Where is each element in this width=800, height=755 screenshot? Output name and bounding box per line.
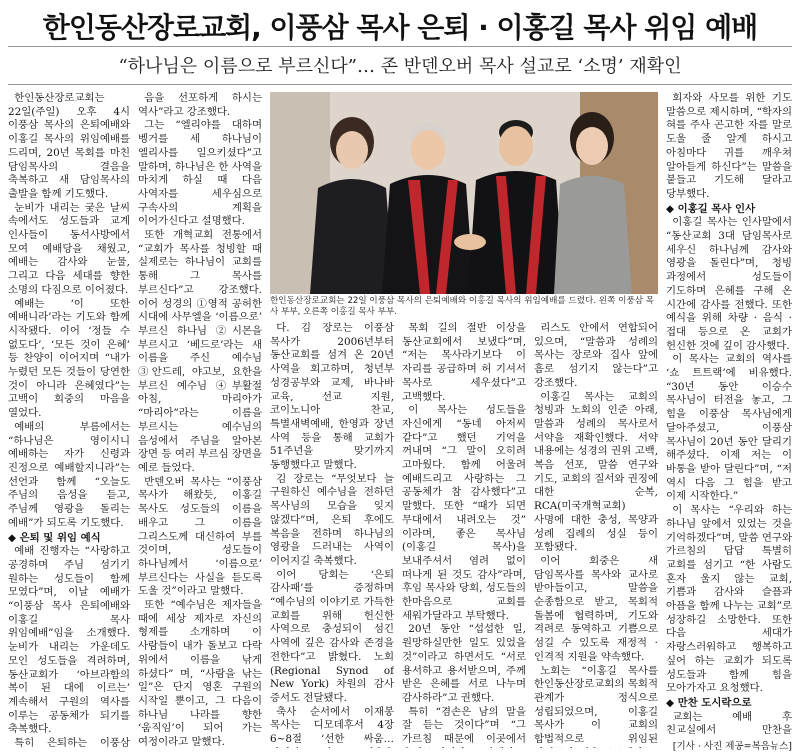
article-paragraph: 20년 동안 “섭섭한 일, 원망하실만한 일도 있었을 것”이라고 하면서도 “서로 용서하고 용서받으며, 주께 받은 은혜를 서로 나누며 감사하라”고 권했다.	[402, 623, 526, 704]
article-paragraph: 다. 김 장로는 이풍삼 목사가 2006년부터 동산교회를 섬겨 온 20년 사역을 회고하며, 청년부 성경공부와 교제, 바나바 교육, 선교 지원, 코이노니아 찬교, 특별새벽예배, 한영과 장년 사역 등을 통해 교회가 51주년을 맞기까지 동행했다고 말했다.	[270, 322, 394, 472]
article-photo	[270, 92, 658, 294]
article-paragraph: 또한 개혁교회 전통에서 “교회가 목사를 청빙할 때 실제로는 하나님이 교회를 통해 그 목사를 부르신다”고 강조했다. 이어 성경의 ①영적 공허한 시대에 사무엘을 ‘이름으로’ 부르신 하나님 ②시몬을 부르시고 ‘베드로’라는 새 이름을 주신 예수님 ③안드레, 야고보, 요한을 부르신 예수님 ④부활절 아침, 마리아가 “마리아”라는 이름을 부르시는 예수님의 음성에서 주님을 알아본 장면 등 여러 부르심 장면을 예로 들었다.	[138, 229, 262, 474]
article-paragraph: 눈비가 내리는 궂은 날씨 속에서도 성도들과 교계 인사들이 동서사방에서 모여 예배당을 채웠고, 예배는 감사와 눈물, 그리고 다음 세대를 향한 소명의 다짐으로 이어졌다.	[8, 201, 130, 296]
article-paragraph: 예배의 부름에서는 “하나님은 영이시니 예배하는 자가 신령과 진정으로 예배할지니라”는 선언과 함께 “오늘도 주님의 음성을 듣고, 주님께 영광을 돌리는 예배”가 되도록 기도했다.	[8, 420, 130, 529]
article-paragraph: 김 장로는 “무엇보다 늘 구원하신 예수님을 전하던 목사님의 모습을 잊지 않겠다”며, 은퇴 후에도 복음을 전하며 하나님의 영광을 드러내는 사역이 이어지길 축복했다.	[270, 472, 394, 567]
article-column-6	[666, 92, 792, 738]
article-column-2	[138, 92, 262, 748]
section-heading: ◆ 이홍길 목사 인사	[666, 202, 756, 215]
article-paragraph: 이 목사는 “우리와 하는 하나님 앞에서 있었는 것을 기억하겠다”며, 말씀 연구와 가르침의 답답 특별히 교회를 섬기고 “한 사람도 혼자 울지 않는 교회, 기쁨과 감사와 슬픔과 아픔을 함께 나누는 교회”로 성장하길 소망한다. 또한 다음 세대가 자랑스러워하고 행복하고 싶어 하는 교회가 되도록 성도들과 함께 힘을 모아가자고 요청했다.	[666, 504, 792, 695]
article-paragraph: 음을 선포하게 하시는 역사”라고 강조했다.	[138, 92, 262, 118]
article-paragraph: 이어 당회는 ‘은퇴 감사패’를 증정하며 “예수님의 이야기로 가득한 교회를 위해 헌신한 사역으로 충성되이 섬긴 사역에 깊은 감사와 존경을 전한다”고 밝혔다. 노회(Regional Synod of New York) 차원의 감사 증서도 전달됐다.	[270, 568, 394, 704]
section-heading: ◆ 은퇴 및 위임 예식	[8, 531, 101, 544]
photo-credit: [기사 · 사진 제공=복음뉴스]	[672, 741, 792, 752]
article-paragraph: 반덴오버 목사는 “이풍삼 목사가 해왔듯, 이홍길 목사도 성도들의 이름을 배우고 그 이름을 그리스도께 대신하여 부를 것이며, 성도들이 하나님께서 ‘이름으로’ 부르신다는 사실을 듣도록 도울 것”이라고 말했다.	[138, 475, 262, 598]
article-paragraph: 축사 순서에서 이재봉 목사는 디모데후서 4장 6~8절 ‘선한 싸움…	[270, 705, 394, 746]
article-column-4	[402, 322, 526, 748]
article-paragraph: 예배는 ‘이 또한 예배니라’라는 기도와 함께 시작됐다. 이어 ‘정들 수 없도다’, ‘모든 것이 은혜’ 등 찬양이 이어지며 “내가 누렸던 모든 것들이 당연한 것이 아니라 은혜였다”는 고백이 회중의 마음을 열었다.	[8, 297, 130, 420]
article-column-3	[270, 322, 394, 748]
article-paragraph: 이어 회중은 새 담임목사를 목사와 교사로 받아들이고, 말씀을 순종함으로 받고, 목회적 돌봄에 협력하며, 기도와 격려로 동역하고 기쁨으로 섬길 수 있도록 재정적 · 인격적 지원을 약속했다.	[534, 554, 658, 663]
article-paragraph: 이홍길 목사는 인사말에서 “동산교회 3대 담임목사로 세우신 하나님께 감사와 영광을 돌린다”며, 청빙 과정에서 성도들이 기도하며 은혜를 구해 온 시간에 감사를 전했다. 또한 예식을 위해 차량 · 음식 · 접대 등으로 온 교회가 헌신한 것에 깊이 감사했다.	[666, 216, 792, 352]
section-heading: ◆ 만찬 도시락으로	[666, 696, 752, 709]
article-paragraph: 이 목사는 교회의 역사를 ‘쇼 트트랙’에 비유했다. “30년 동안 이승수 목사님이 터전을 놓고, 그 힘을 이풍삼 목사님에게 달아주셨고, 이풍삼 목사님이 20년 동안 달리기 해주셨다. 이제 저는 이 바통을 받아 달린다”며, “저 역시 다음 그 힘을 받고 이제 시작한다.”	[666, 353, 792, 503]
headline-divider	[8, 46, 792, 47]
article-paragraph: 목회 길의 절반 이상을 동산교회에서 보냈다”며, “저는 목사라기보다 이 자리를 공급하며 허 기셔서 목사로 세우셨다”고 고백했다.	[402, 322, 526, 403]
article-paragraph: 노회는 “이홍길 목사를 한인동산장로교회의 목회적 관계가 정식으로 성립되었으며, 이홍길 목사가 이 교회의 합법적으로 위임된	[534, 664, 658, 746]
article-paragraph: 특히 “겸손은 남의 말을 잘 듣는 것이다”며 “그 가르침 때문에 이곳에서	[402, 705, 526, 746]
article-paragraph: 한인동산장로교회는 22일(주일) 오후 4시 이풍삼 목사의 은퇴예배와 이홍길 목사의 위임예배를 드리며, 20년 목회를 마친 담임목사의 결음을 축복하고 새 담임목사의 출발을 함께 기도했다.	[8, 92, 130, 200]
article-paragraph: 이 목사는 성도들을 자신에게 “동네 아저씨 같다”고 했던 기억을 꺼내며 “그 말이 오히려 고마웠다. 함께 어울려 예배드리고 사랑하는 그 공동체가 참 감사했다”고 말했다. 또한 “때가 되면 무대에서 내려오는 것” 이라며, 좋은 목사님(이홍길 목사)을 보내주셔서 염려 없이 떠나게 된 것도 감사”라며, 후임 목사와 당회, 성도들의 한마음으로 교회를 세워가달라고 부탁했다.	[402, 404, 526, 622]
headline: 한인동산장로교회, 이풍삼 목사 은퇴 · 이홍길 목사 위임 예배	[42, 11, 758, 44]
article-paragraph: 특히 은퇴하는 이풍삼	[14, 737, 130, 748]
ordination-group-photo	[270, 92, 658, 294]
article-paragraph: 교회는 예배 후 친교실에서 만찬을	[666, 710, 792, 737]
subheadline-divider	[8, 84, 792, 85]
photo-caption: 한인동산장로교회는 22일 이풍삼 목사의 은퇴예배와 이홍길 목사의 위임예배를 드렸다. 왼쪽 이풍삼 목사 부부, 오른쪽 이홍길 목사 부부.	[270, 296, 655, 317]
article-paragraph: 이홍길 목사는 교회의 청빙과 노회의 인준 아래, 말씀과 성례의 목사로서 서약을 재확인했다. 서약 내용에는 성경의 권위 고백, 복음 선포, 말씀 연구와 기도, 교회의 질서와 권징에 대한 순복, RCA(미국개혁교회) 사명에 대한 충성, 목양과 성례 집례의 성실 등이 포함됐다.	[534, 390, 658, 554]
article-column-1	[8, 92, 130, 748]
article-column-5	[534, 322, 658, 748]
article-paragraph: 예배 진행자는 “사랑하고 공경하며 주님 섬기기 원하는 성도들이 함께 모였다”며, 이날 예배가 “이풍삼 목사 은퇴예배와 이홍길 목사 위임예배”임을 소개했다. 눈비가 내리는 가운데도 모인 성도들을 격려하며, 동산교회가 ‘아브라함의 복이 된 대에 이르는’ 계속해서 구원의 역사를 이루는 공동체가 되기를 축복했다.	[8, 545, 130, 736]
article-paragraph: 회자와 사모를 위한 기도 말씀으로 제시하며, “학자의 혀를 주사 곤고한 자를 말로 도울 줄 알게 하시고 아침마다 귀를 깨우쳐 알아듣게 하신다”는 말씀을 붙들고 기도해 달라고 당부했다.	[666, 92, 792, 200]
article-paragraph: 또한 “예수님은 제자들을 때에 세상 제자로 자신의 형제를 소개하며 이 사람들이 내가 돌보고 다락 위에서 이름을 낚게 하셨다” 며, “사람을 낚는 일”은 단지 영혼 구원의 시작일 뿐이고, 그 다음이 하나님 나라를 향한 ‘움직임’이 되어 가는 여정이라고 말했다.	[138, 599, 262, 748]
article-paragraph: 리스도 안에서 연합되어 있으며, “말씀과 성례의 목사는 장로와 집사 앞에 흠로 섬기지 않는다”고 강조했다.	[534, 322, 658, 389]
article-paragraph: 그는 “엘리야를 대하며 벵거를 세 하나님이 엘리사를 일으키셨다”고 말하며, 하나님은 한 사역을 마치게 하실 때 다음 사역자를 세우심으로 구속사의 계획을 이어가신다고 설명했다.	[138, 119, 262, 228]
subheadline: “하나님은 이름으로 부르신다”… 존 반덴오버 목사 설교로 ‘소명’ 재확인	[118, 56, 682, 77]
